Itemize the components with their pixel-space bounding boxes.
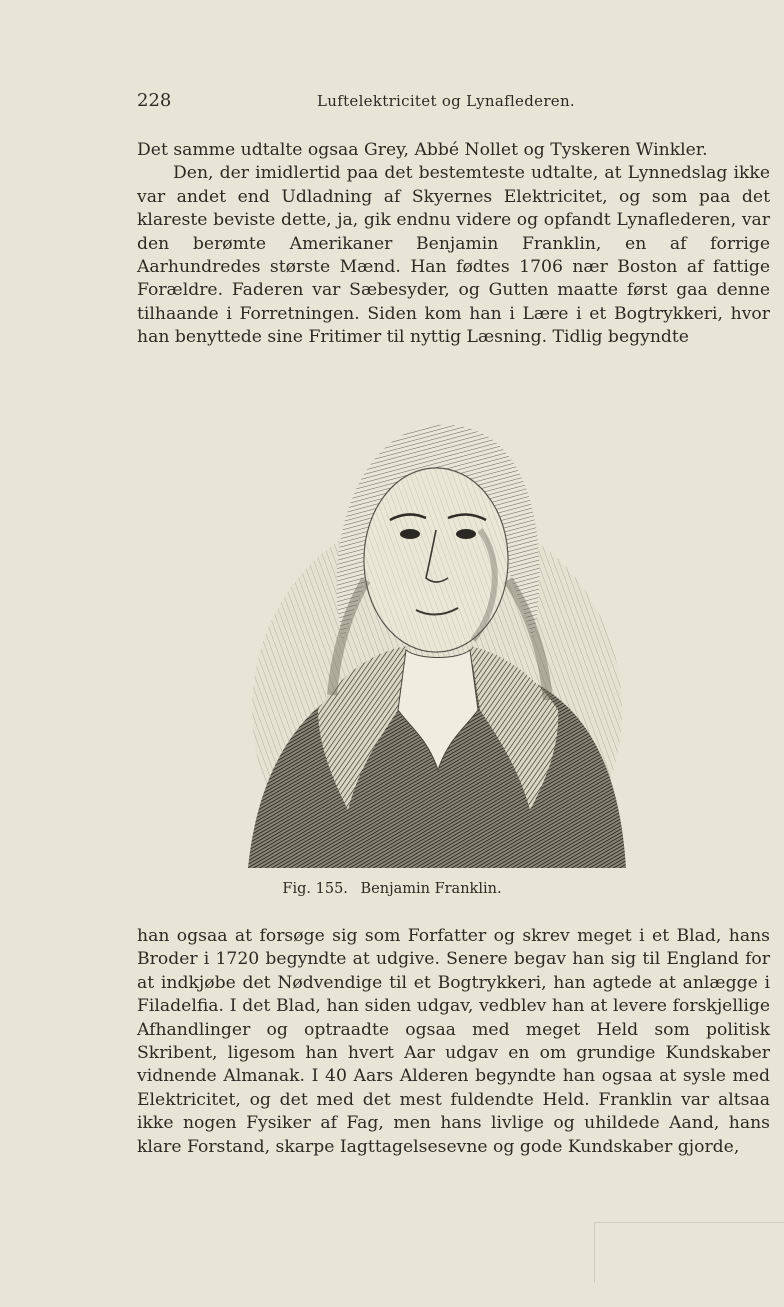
page-corner-mark: [594, 1222, 784, 1283]
figure-caption: [0, 881, 784, 897]
caption-title: Benjamin Franklin.: [360, 881, 502, 897]
page-number: 228: [137, 90, 172, 111]
paragraph: han ogsaa at forsøge sig som Forfatter og skrev meget i et Blad, hans Broder i 1720 begyndte at udgive. Senere begav han sig til England for at indkjøbe det Nødvendige til et Bogtrykkeri, han agtede at anlægge i Filadelfia. I det Blad, han siden udgav, vedblev han at levere forskjellige Afhandlinger og optraadte ogsaa med meget Held som politisk Skribent, ligesom han hvert Aar udgav en om grundige Kundskaber vidnende Almanak. I 40 Aars Alderen begyndte han ogsaa at sysle med Elektricitet, og det med det mest fuldendte Held. Franklin var altsaa ikke nogen Fysiker af Fag, men hans livlige og uhildede Aand, hans klare Forstand, skarpe Iagttagelsesevne og gode Kundskaber gjorde,: [137, 926, 770, 1157]
page-header: [137, 90, 744, 114]
body-text-bottom: [137, 925, 770, 1159]
portrait-engraving: [248, 410, 626, 868]
paragraph: Den, der imidlertid paa det bestemteste udtalte, at Lynnedslag ikke var andet end Udladning af Skyernes Elektricitet, og som paa det klareste beviste dette, ja, gik endnu videre og opfandt Lynaflederen, var den berømte Amerikaner Benjamin Franklin, en af forrige Aarhundredes største Mænd. Han fødtes 1706 nær Boston af fattige Forældre. Faderen var Sæbesyder, og Gutten maatte først gaa denne tilhaande i Forretningen. Siden kom han i Lære i et Bogtrykkeri, hvor han benyttede sine Fritimer til nyttig Læsning. Tidlig begyndte: [137, 163, 770, 348]
running-head: Luftelektricitet og Lynaflederen.: [317, 92, 575, 110]
body-text-top: [137, 139, 770, 350]
caption-number: Fig. 155.: [282, 881, 348, 897]
paragraph: Det samme udtalte ogsaa Grey, Abbé Nollet og Tyskeren Winkler.: [137, 140, 708, 160]
